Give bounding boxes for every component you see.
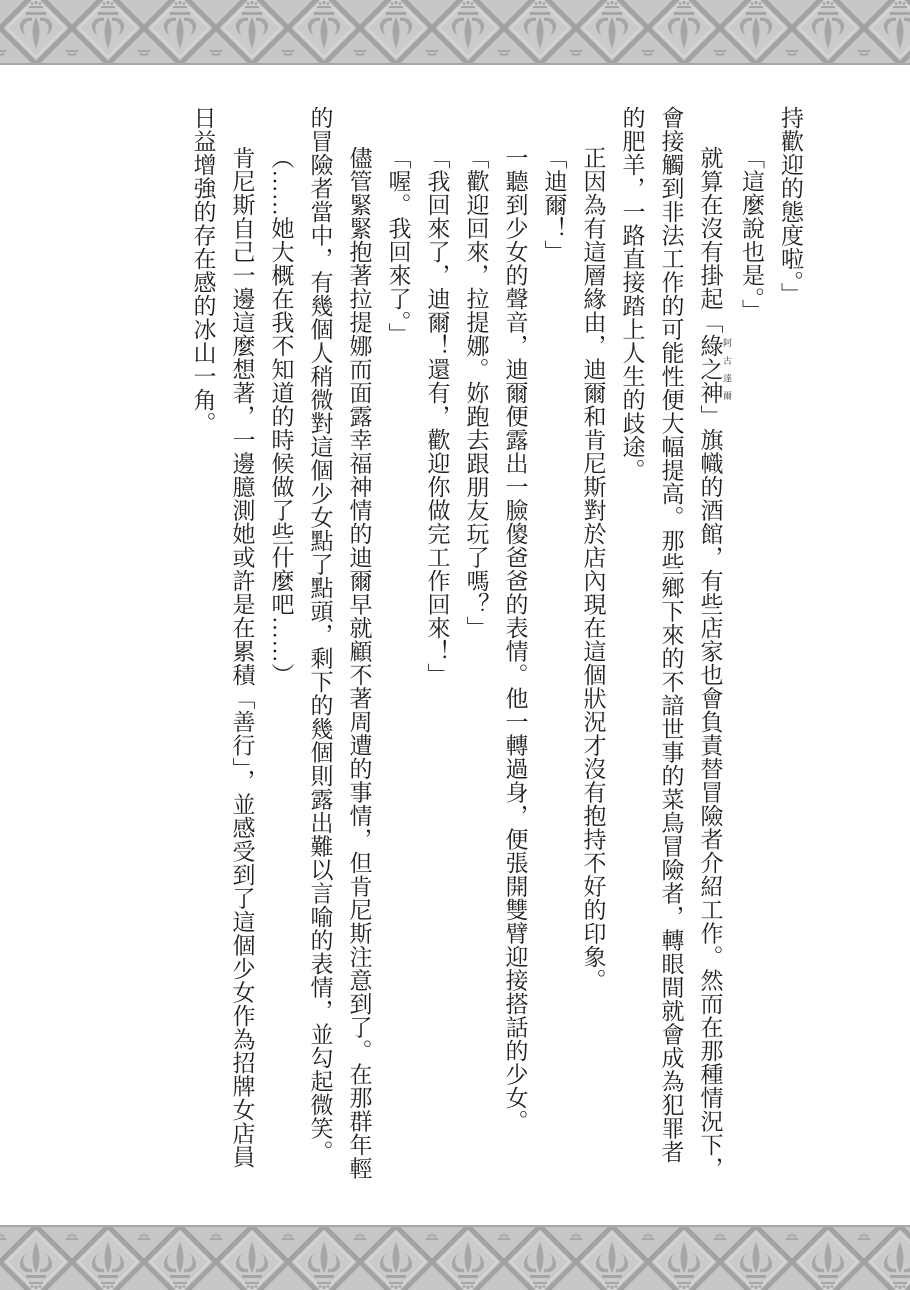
ruby-annotated-term: 綠之神 阿古達爾 bbox=[697, 334, 732, 405]
diamond-fleur-pattern-icon bbox=[0, 1227, 910, 1290]
diamond-fleur-pattern-icon bbox=[0, 0, 910, 63]
paragraph: 「我回來了，迪爾！還有，歡迎你做完工作回來！」 bbox=[424, 146, 450, 687]
paragraph: 「迪爾！」 bbox=[541, 146, 567, 264]
paragraph: 一聽到少女的聲音，迪爾便露出一臉傻爸爸的表情。他一轉過身，便張開雙臂迎接搭話的少女。 bbox=[502, 146, 528, 1133]
paragraph: 「這麼說也是。」 bbox=[739, 146, 764, 323]
paragraph: 持歡迎的態度啦。」 bbox=[778, 106, 803, 306]
furigana: 阿古達爾 bbox=[722, 334, 732, 405]
paragraph: 就算在沒有掛起「綠之神 阿古達爾」旗幟的酒館，有些店家也會負責替冒險者介紹工作。然而在那種情況下，會接觸到非法工作的可能性便大幅提高。那些鄉下來的不諳世事的菜鳥冒險者，轉眼間就會成為犯罪者的肥羊，一路直接踏上人生的歧途。 bbox=[619, 106, 732, 1180]
paragraph: 「喔。我回來了。」 bbox=[385, 146, 411, 346]
paragraph: 肯尼斯自己一邊這麼想著，一邊臆測她或許是在累積「善行」，並感受到了這個少女作為招牌女店員日益增強的存在感的冰山一角。 bbox=[190, 106, 255, 1169]
paragraph: 正因為有這層緣由，迪爾和肯尼斯對於店內現在這個狀況才沒有抱持不好的印象。 bbox=[580, 146, 606, 992]
text-block bbox=[184, 106, 810, 1182]
bottom-decorative-border bbox=[0, 1225, 910, 1290]
top-decorative-border bbox=[0, 0, 910, 65]
paragraph: （……她大概在我不知道的時候做了些什麼吧……） bbox=[268, 146, 294, 687]
paragraph: 「歡迎回來，拉提娜。妳跑去跟朋友玩了嗎？」 bbox=[463, 146, 489, 640]
paragraph: 儘管緊緊抱著拉提娜而面露幸福神情的迪爾早就顧不著周遭的事情，但肯尼斯注意到了。在那群年輕的冒險者當中，有幾個人稍微對這個少女點了點頭，剩下的幾個則露出難以言喻的表情，並勾起微笑。 bbox=[307, 106, 372, 1180]
